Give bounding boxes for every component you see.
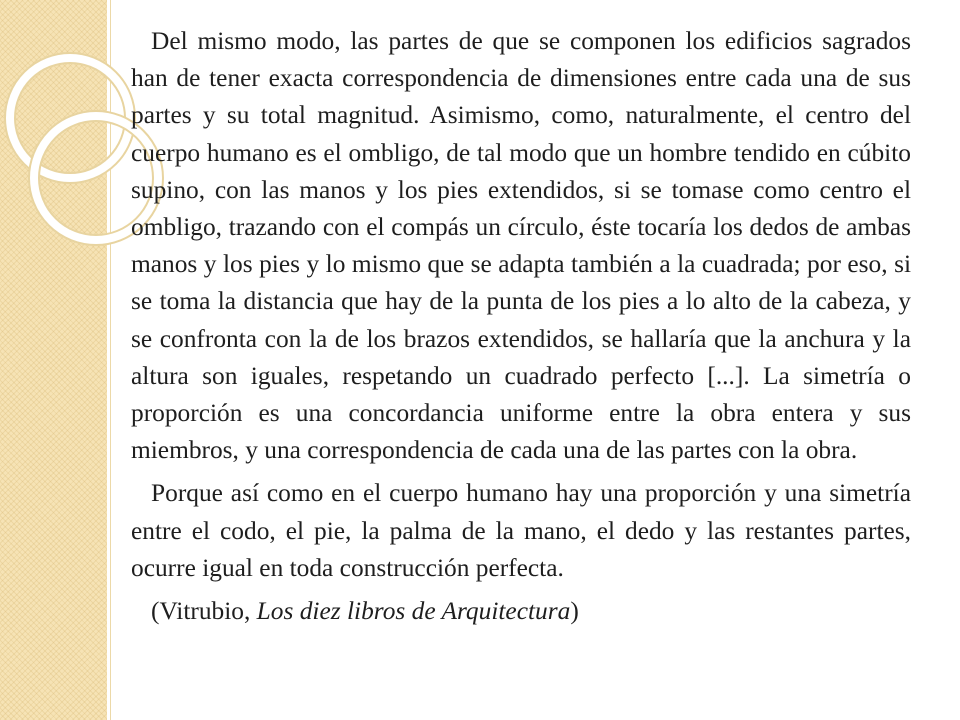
paragraph-1: Del mismo modo, las partes de que se componen los edificios sagrados han de tener exacta correspondencia de dimensiones entre cada una de sus partes y su total magnitud. Asimismo, como, naturalmente, el centro del cuerpo humano es el ombligo, de tal modo que un hombre tendido en cúbito supino, con las manos y los pies extendidos, si se tomase como centro el ombligo, trazando con el compás un círculo, éste tocaría los dedos de ambas manos y los pies y lo mismo que se adapta también a la cuadrada; por eso, si se toma la distancia que hay de la punta de los pies a lo alto de la cabeza, y se confronta con la de los brazos extendidos, se hallaría que la anchura y la altura son iguales, respetando un cuadrado perfecto [...]. La simetría o proporción es una concordancia uniforme entre la obra entera y sus miembros, y una correspondencia de cada una de las partes con la obra. <box>131 27 911 465</box>
citation-author: (Vitrubio, <box>151 597 257 626</box>
paragraph-2: Porque así como en el cuerpo humano hay una proporción y una simetría entre el codo, el pie, la palma de la mano, el dedo y las restantes partes, ocurre igual en toda construcción perfecta. <box>131 479 911 582</box>
citation-work-title: Los diez libros de Arquitectura <box>256 597 571 626</box>
citation <box>131 593 911 630</box>
quote-text-block <box>131 23 911 630</box>
citation-close: ) <box>570 597 579 626</box>
